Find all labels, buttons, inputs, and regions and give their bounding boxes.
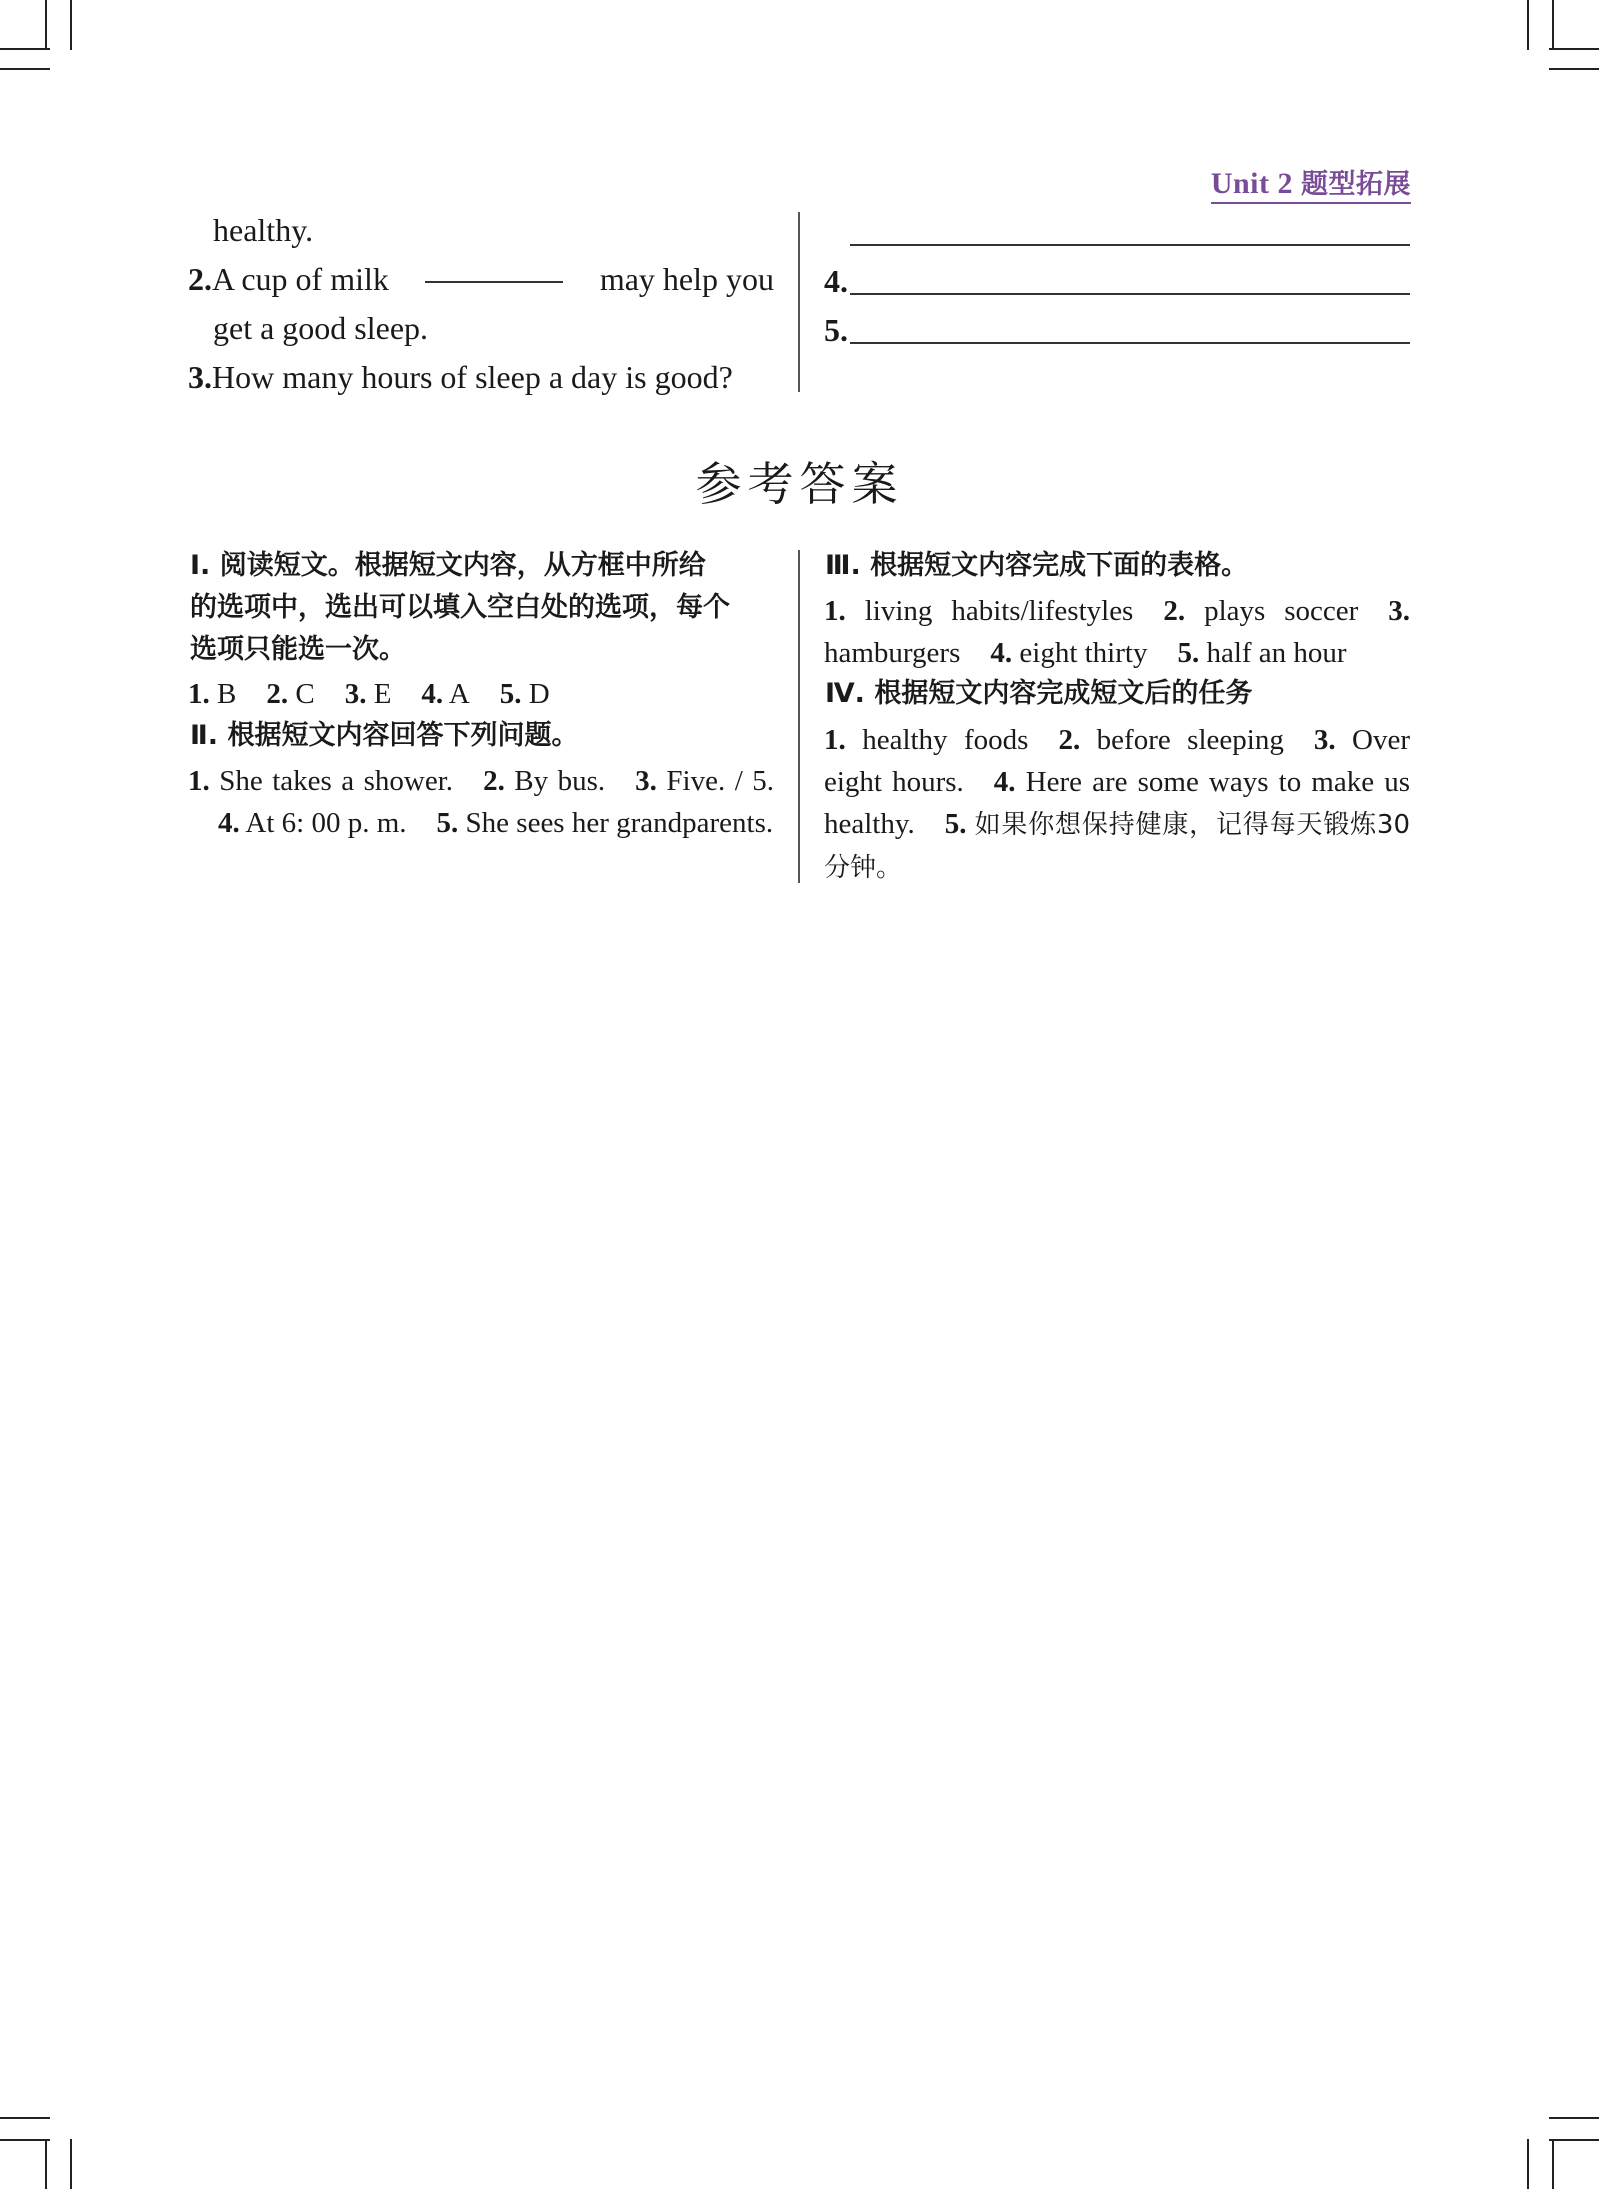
section-1-heading: [190, 545, 775, 671]
crop-mark: [0, 2117, 50, 2119]
crop-mark: [1552, 0, 1554, 50]
crop-mark: [1527, 0, 1529, 50]
crop-mark: [1549, 2117, 1599, 2119]
section-3-heading: Ⅲ. 根据短文内容完成下面的表格。: [825, 550, 1249, 581]
crop-mark: [70, 2139, 72, 2189]
section-3-answers: 1. living habits/lifestyles 2. plays soccer 3. hamburgers 4. eight thirty 5. half an hour: [824, 595, 1411, 669]
section-2-heading: Ⅱ. 根据短文内容回答下列问题。: [190, 720, 579, 751]
question-3-text: How many hours of sleep a day is good?: [212, 359, 733, 395]
answer-line-4[interactable]: [850, 293, 1410, 295]
crop-mark: [0, 68, 50, 70]
header-unit: Unit 2: [1210, 167, 1293, 200]
question-2-blank[interactable]: [425, 255, 563, 283]
answer-line-5[interactable]: [850, 342, 1410, 344]
section-1-heading-line3: 选项只能选一次。: [190, 634, 406, 665]
answer-4-number: 4.: [824, 263, 848, 299]
question-2-text-after: may help you: [599, 261, 774, 297]
question-2-number: 2.: [188, 261, 212, 297]
section-1-answers: 1. B 2. C 3. E 4. A 5. D: [188, 678, 550, 710]
crop-mark: [1552, 2139, 1554, 2189]
question-2-line2: get a good sleep.: [213, 310, 429, 346]
crop-mark: [0, 2139, 50, 2141]
crop-mark: [45, 2139, 47, 2189]
question-2-line1: [188, 255, 774, 304]
answers-title: 参考答案: [695, 457, 904, 511]
crop-mark: [1549, 68, 1599, 70]
crop-mark: [0, 48, 50, 50]
question-2-text-before: A cup of milk: [212, 261, 389, 297]
question-1-tail: healthy.: [213, 212, 314, 248]
section-4-heading: Ⅳ. 根据短文内容完成短文后的任务: [825, 678, 1253, 709]
crop-mark: [45, 0, 47, 50]
answer-5-number: 5.: [824, 312, 848, 348]
column-divider-top: [798, 212, 800, 392]
crop-mark: [1527, 2139, 1529, 2189]
section-1-heading-line1: Ⅰ. 阅读短文。根据短文内容，从方框中所给: [190, 550, 706, 581]
running-header: [1211, 162, 1411, 204]
column-divider-answers: [798, 550, 800, 883]
section-4-answers: 1. healthy foods 2. before sleeping 3. Over eight hours. 4. Here are some ways to make us healthy. 5. 如果你想保持健康，记得每天锻炼30分钟。: [824, 724, 1411, 883]
crop-mark: [70, 0, 72, 50]
question-3-number: 3.: [188, 359, 212, 395]
answer-line-3[interactable]: [850, 244, 1410, 246]
crop-mark: [1549, 48, 1599, 50]
crop-mark: [1549, 2139, 1599, 2141]
section-1-heading-line2: 的选项中，选出可以填入空白处的选项，每个: [190, 592, 730, 623]
section-2-answers: 1. She takes a shower. 2. By bus. 3. Five. / 5.4. At 6: 00 p. m. 5. She sees her grandparents.: [188, 765, 774, 839]
question-3: [188, 353, 733, 402]
header-topic: 题型拓展: [1301, 169, 1411, 200]
